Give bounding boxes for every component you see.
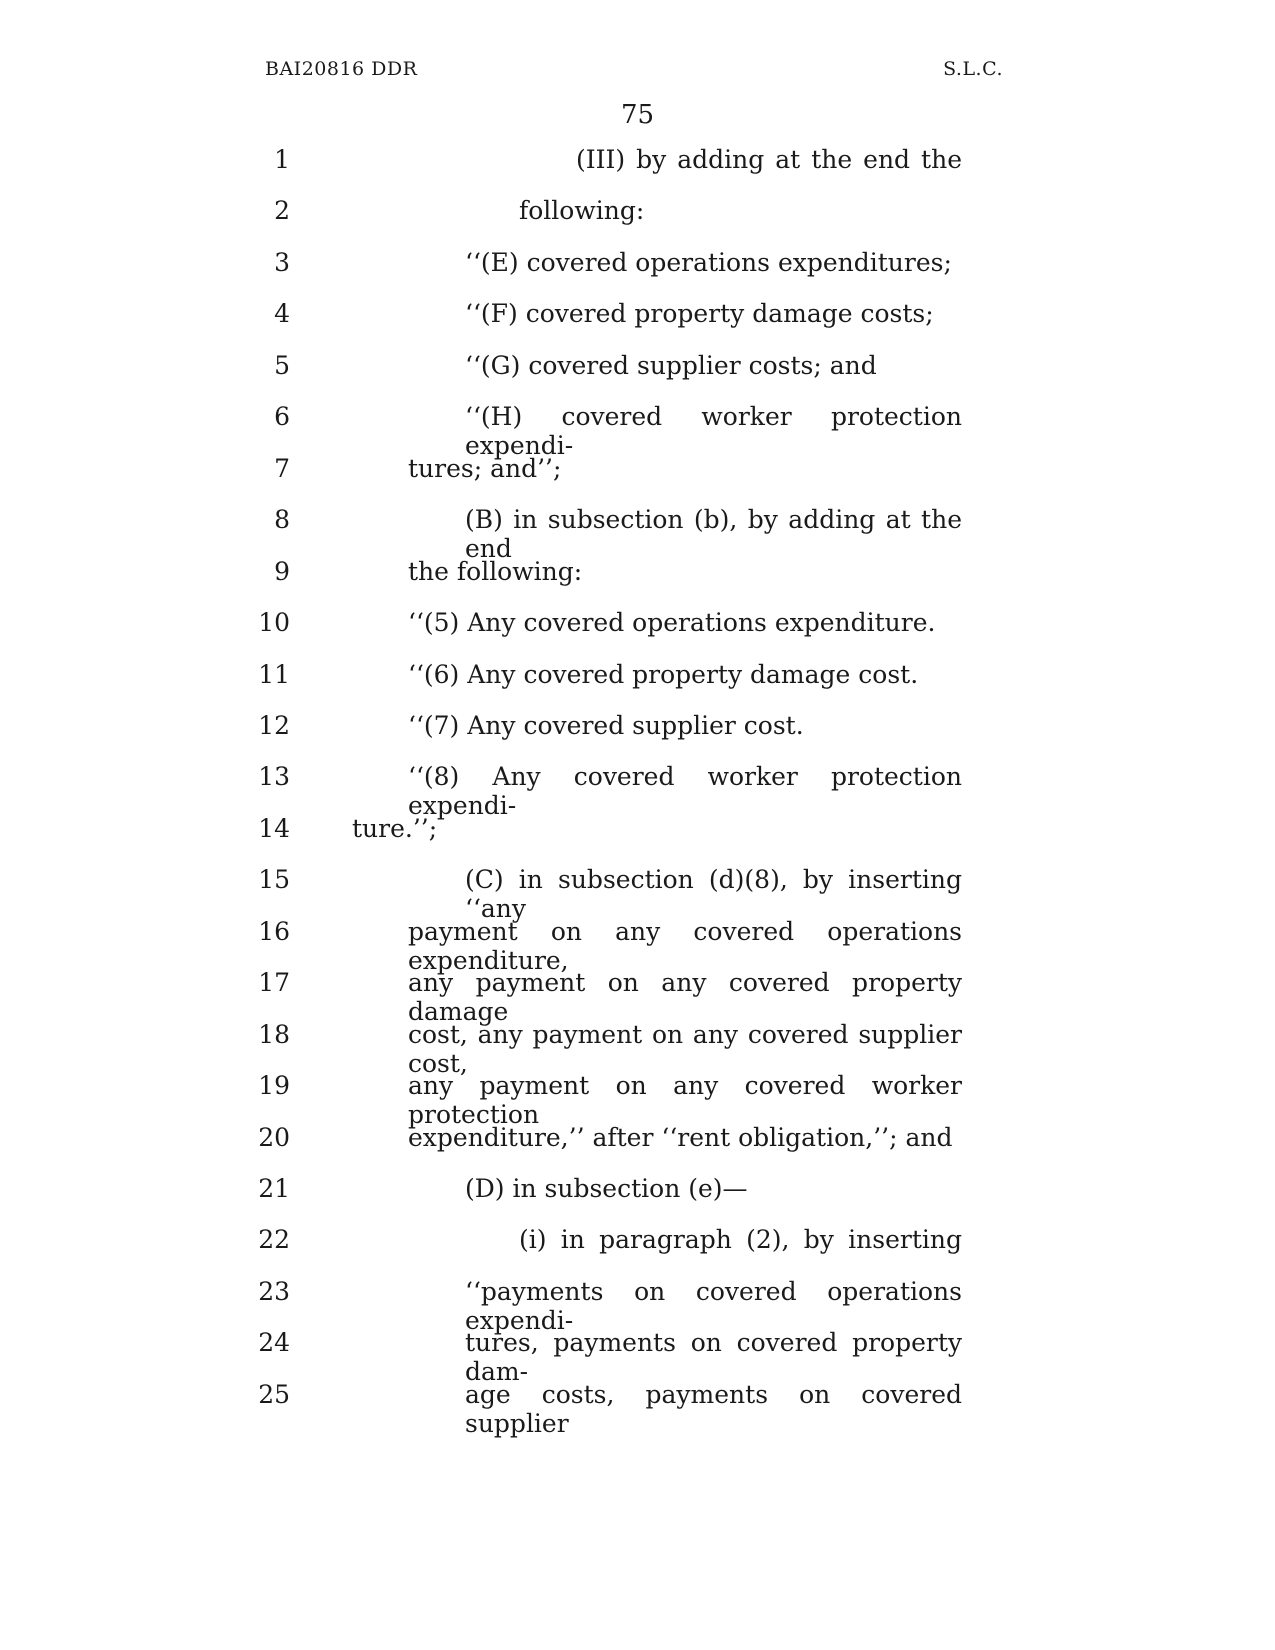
line-text: ‘‘(8) Any covered worker protection expendi- — [408, 762, 962, 821]
line-number: 7 — [274, 453, 290, 483]
line-text: following: — [519, 196, 645, 226]
line-text: the following: — [408, 556, 583, 586]
line-number: 19 — [258, 1071, 290, 1101]
line-number: 25 — [258, 1379, 290, 1409]
line-number: 8 — [274, 505, 290, 535]
line-number: 5 — [274, 350, 290, 380]
line-number: 20 — [258, 1122, 290, 1152]
line-text: (III) by adding at the end the — [576, 145, 962, 174]
line-text: ‘‘(H) covered worker protection expendi- — [465, 402, 962, 461]
line-number: 9 — [274, 556, 290, 586]
line-text: tures; and’’; — [408, 453, 562, 483]
line-text: ‘‘payments on covered operations expendi- — [465, 1276, 962, 1335]
line-text: (B) in subsection (b), by adding at the end — [465, 505, 962, 564]
line-text: any payment on any covered worker protection — [408, 1071, 962, 1130]
line-text: ‘‘(6) Any covered property damage cost. — [408, 659, 919, 689]
line-number: 3 — [274, 247, 290, 277]
line-number: 21 — [258, 1174, 290, 1203]
line-number: 24 — [258, 1328, 290, 1358]
line-number: 4 — [274, 299, 290, 329]
line-number: 12 — [258, 710, 290, 740]
line-number: 10 — [258, 608, 290, 638]
line-number: 14 — [258, 813, 290, 843]
line-text: tures, payments on covered property dam- — [465, 1328, 962, 1387]
line-number: 17 — [258, 968, 290, 998]
office-code: S.L.C. — [943, 58, 1003, 80]
line-number: 6 — [274, 402, 290, 432]
line-number: 22 — [258, 1225, 290, 1255]
line-number: 23 — [258, 1276, 290, 1306]
page-number: 75 — [620, 100, 655, 130]
line-text: (i) in paragraph (2), by inserting — [519, 1225, 962, 1255]
line-number: 2 — [274, 196, 290, 226]
line-text: ture.’’; — [352, 813, 438, 843]
line-number: 18 — [258, 1019, 290, 1049]
line-text: any payment on any covered property damage — [408, 968, 962, 1027]
line-number: 16 — [258, 916, 290, 946]
line-text: cost, any payment on any covered supplier cost, — [408, 1019, 962, 1078]
line-text: ‘‘(F) covered property damage costs; — [465, 299, 934, 329]
line-text: ‘‘(7) Any covered supplier cost. — [408, 710, 804, 740]
line-number: 11 — [258, 659, 290, 689]
line-number: 15 — [258, 865, 290, 895]
line-text: age costs, payments on covered supplier — [465, 1379, 962, 1438]
line-text: ‘‘(G) covered supplier costs; and — [465, 350, 877, 380]
line-text: payment on any covered operations expenditure, — [408, 916, 962, 975]
line-text: expenditure,’’ after ‘‘rent obligation,’’; and — [408, 1122, 953, 1152]
line-number: 13 — [258, 762, 290, 792]
line-number: 1 — [274, 145, 290, 174]
line-text: ‘‘(E) covered operations expenditures; — [465, 247, 952, 277]
line-text: (C) in subsection (d)(8), by inserting ‘‘any — [465, 865, 962, 924]
document-id: BAI20816 DDR — [265, 58, 418, 80]
line-text: ‘‘(5) Any covered operations expenditure. — [408, 608, 936, 638]
line-text: (D) in subsection (e)— — [465, 1174, 748, 1203]
